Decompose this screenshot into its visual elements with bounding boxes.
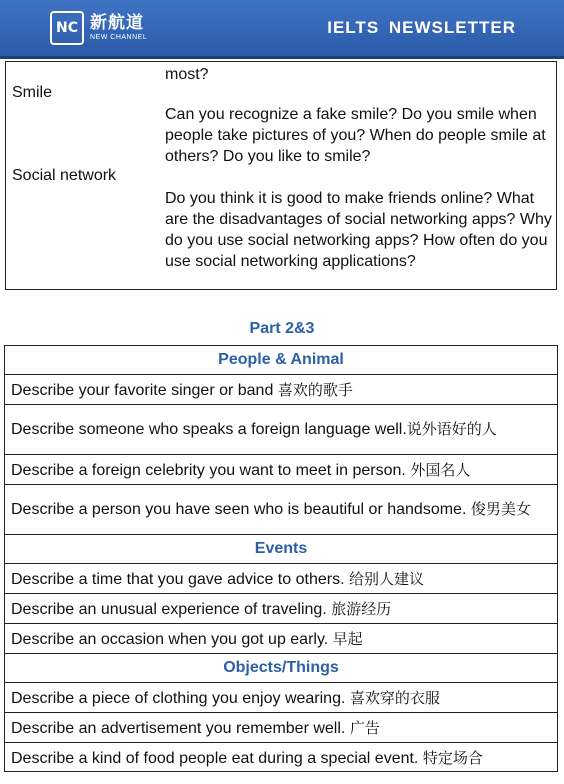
topic-en: Describe a kind of food people eat during a special event. <box>11 749 419 767</box>
table-row <box>5 564 558 594</box>
category-header: Events <box>5 535 558 564</box>
logo-cn: 新航道 <box>90 13 144 33</box>
topic-en: Describe someone who speaks a foreign language well. <box>11 421 407 438</box>
newsletter-header <box>0 0 564 59</box>
question-fragment: most? <box>165 66 209 83</box>
logo <box>50 10 147 46</box>
questions-social-network: Do you think it is good to make friends online? What are the disadvantages of social networking apps? Why do you use social networking apps? How often do you use social networking applications? <box>165 190 552 270</box>
logo-en: NEW CHANNEL <box>90 34 148 41</box>
table-row <box>5 594 558 624</box>
topic-cn: 喜欢的歌手 <box>277 381 353 399</box>
category-header: Objects/Things <box>5 654 558 683</box>
topic-smile: Smile <box>12 84 53 101</box>
table-row <box>5 624 558 654</box>
topic-cn: 说外语好的人 <box>406 420 497 438</box>
topic-en: Describe a foreign celebrity you want to meet in person. <box>11 462 406 479</box>
logo-mark: NC <box>50 11 84 45</box>
table-row <box>5 375 558 405</box>
topic-en: Describe your favorite singer or band <box>11 382 274 399</box>
topic-cn: 早起 <box>332 630 363 648</box>
topic-en: Describe a piece of clothing you enjoy wearing. <box>11 690 346 707</box>
topic-en: Describe an advertisement you remember well. <box>11 720 346 737</box>
topic-en: Describe a time that you gave advice to others. <box>11 571 345 588</box>
table-row <box>5 485 558 535</box>
topic-cn: 外国名人 <box>410 461 471 479</box>
topic-cn: 旅游经历 <box>331 600 392 618</box>
topic-en: Describe an unusual experience of traveling. <box>11 601 327 618</box>
part1-topic-box <box>5 61 557 290</box>
category-header: People & Animal <box>5 346 558 375</box>
table-row <box>5 455 558 485</box>
logo-text <box>90 15 147 41</box>
part23-topic-table <box>4 345 558 772</box>
topic-en: Describe a person you have seen who is beautiful or handsome. <box>11 501 467 518</box>
topic-cn: 给别人建议 <box>348 570 424 588</box>
table-row <box>5 405 558 455</box>
topic-cn: 特定场合 <box>422 748 483 767</box>
topic-social-network: Social network <box>12 167 117 184</box>
topic-cn: 俊男美女 <box>470 500 531 518</box>
section-title: Part 2&3 <box>249 320 315 337</box>
table-row <box>5 713 558 743</box>
page-title: IELTS NEWSLETTER <box>327 18 516 37</box>
table-row <box>5 683 558 713</box>
topic-cn: 广告 <box>349 719 380 737</box>
questions-smile: Can you recognize a fake smile? Do you smile when people take pictures of you? When do people smile at others? Do you like to smile? <box>165 106 546 165</box>
topic-en: Describe an occasion when you got up early. <box>11 631 329 648</box>
topic-cn: 喜欢穿的衣服 <box>349 689 440 707</box>
table-row <box>5 743 558 772</box>
